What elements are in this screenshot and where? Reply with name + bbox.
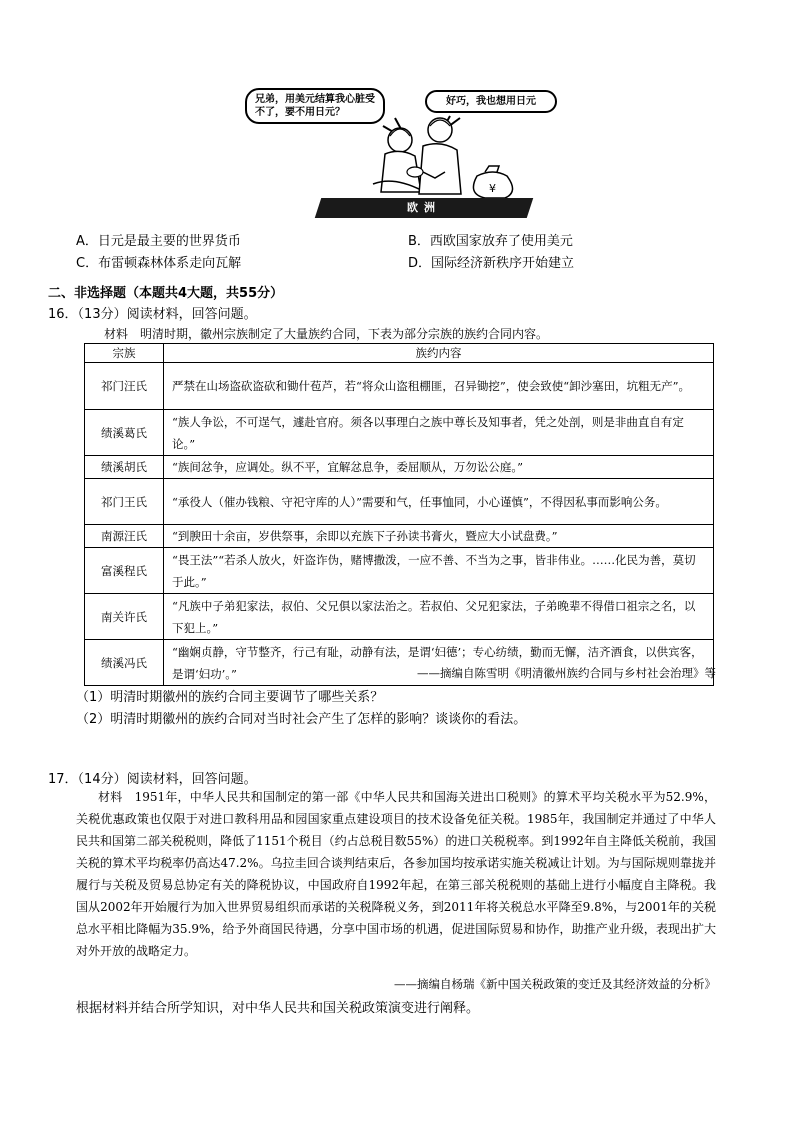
cartoon-image	[245, 88, 545, 220]
option-b: B．西欧国家放弃了使用美元	[408, 234, 573, 249]
table-cell-clan: 祁门王氏	[85, 479, 164, 525]
table-cell-content: “幽娴贞静，守节整齐，行己有耻，动静有法，是谓‘妇德’；专心纺绩，勤而无懈，洁齐酒食，以供宾客，是谓‘妇功’。”	[164, 640, 714, 686]
yen-icon: ¥	[489, 182, 496, 195]
table-cell-content: “凡族中子弟犯家法，叔伯、父兄俱以家法治之。若叔伯、父兄犯家法，子弟晚辈不得借口祖宗之名，以下犯上。”	[164, 594, 714, 640]
table-cell-clan: 祁门汪氏	[85, 363, 164, 410]
q16-source: ——摘编自陈雪明《明清徽州族约合同与乡村社会治理》等	[417, 666, 716, 680]
table-cell-clan: 绩溪胡氏	[85, 456, 164, 479]
q16-material-intro: 材料 明清时期，徽州宗族制定了大量族约合同，下表为部分宗族的族约合同内容。	[104, 327, 549, 341]
q16-title: 16．（13分）阅读材料，回答问题。	[48, 307, 257, 322]
table-cell-clan: 富溪程氏	[85, 548, 164, 594]
table-row	[85, 525, 714, 548]
table-cell-clan: 绩溪葛氏	[85, 410, 164, 456]
q17-title: 17．（14分）阅读材料，回答问题。	[48, 772, 257, 787]
table-cell-clan: 南源汪氏	[85, 525, 164, 548]
section-title: 二、非选择题（本题共4大题，共55分）	[48, 286, 284, 301]
option-d: D．国际经济新秩序开始建立	[408, 256, 575, 271]
table-cell-clan: 南关许氏	[85, 594, 164, 640]
table-header-content: 族约内容	[164, 344, 714, 363]
speech-bubble-left: 兄弟，用美元结算我心脏受不了，要不用日元？	[245, 88, 385, 124]
option-c: C．布雷顿森林体系走向瓦解	[76, 256, 242, 271]
clan-contract-table	[84, 343, 714, 686]
q17-material: 材料 1951年，中华人民共和国制定的第一部《中华人民共和国海关进出口税则》的算术平均关税水平为52.9%，关税优惠政策也仅限于对进口教科用品和园国家重点建设项目的技术设备免征关税。1985年，我国制定并通过了中华人民共和国第二部关税税则，降低了1151个税目（约占总税目数55%）的进口关税税率。到1992年自主降低关税前，我国关税的算术平均税率仍高达47.2%。乌拉圭回合谈判结束后，各参加国均按承诺实施关税减让计划。为与国际规则靠拢并履行与关税及贸易总协定有关的降税协议，中国政府自1992年起，在第三部关税税则的基础上进行小幅度自主降税。我国从2002年开始履行为加入世界贸易组织而承诺的关税降税义务，到2011年将关税总水平降至9.8%，与2001年的关税总水平相比降幅为35.9%，给予外商国民待遇，分享中国市场的机遇，促进国际贸易和协作，助推产业升级，表现出扩大对外开放的战略定力。	[76, 790, 716, 958]
table-row	[85, 410, 714, 456]
q16-subquestion-1: （1）明清时期徽州的族约合同主要调节了哪些关系？	[76, 690, 384, 705]
table-cell-clan: 绩溪冯氏	[85, 640, 164, 686]
table-header-row	[85, 344, 714, 363]
table-cell-content: “承役人（催办钱粮、守祀守库的人）”需要和气，任事恤同，小心谨慎”，不得因私事而影响公务。	[164, 479, 714, 525]
option-a: A．日元是最主要的世界货币	[76, 234, 241, 249]
q17-source: ——摘编自杨瑞《新中国关税政策的变迁及其经济效益的分析》	[394, 977, 716, 991]
table-cell-content: “族人争讼，不可逞气，遽赴官府。须各以事理白之族中尊长及知事者，凭之处剖，则是非曲直自有定论。”	[164, 410, 714, 456]
table-row	[85, 479, 714, 525]
table-cell-content: “到腴田十余亩，岁供祭事，余即以充族下子孙读书膏火，暨应大小试盘费。”	[164, 525, 714, 548]
speech-bubble-right: 好巧，我也想用日元	[425, 90, 557, 113]
table-row	[85, 548, 714, 594]
table-row	[85, 594, 714, 640]
table-header-clan: 宗族	[85, 344, 164, 363]
q17-question: 根据材料并结合所学知识，对中华人民共和国关税政策演变进行阐释。	[76, 1001, 480, 1016]
q16-subquestion-2: （2）明清时期徽州的族约合同对当时社会产生了怎样的影响？谈谈你的看法。	[76, 712, 527, 727]
table-cell-content: 严禁在山场盗砍盗砍和锄什苞芦，若“将众山盗租棚匪，召异锄挖”，使会致使“卸沙塞田，坑粗无产”。	[164, 363, 714, 410]
table-row	[85, 456, 714, 479]
table-row	[85, 363, 714, 410]
table-cell-content: “族间忿争，应调处。纵不平，宜解忿息争，委屈顺从，万勿讼公庭。”	[164, 456, 714, 479]
table-cell-content: “畏王法”“若杀人放火，奸盗诈伪，赌博撒泼，一应不善、不当为之事，皆非伟业。……化民为善，莫切于此。”	[164, 548, 714, 594]
cartoon-base-label: 欧洲	[407, 201, 441, 214]
